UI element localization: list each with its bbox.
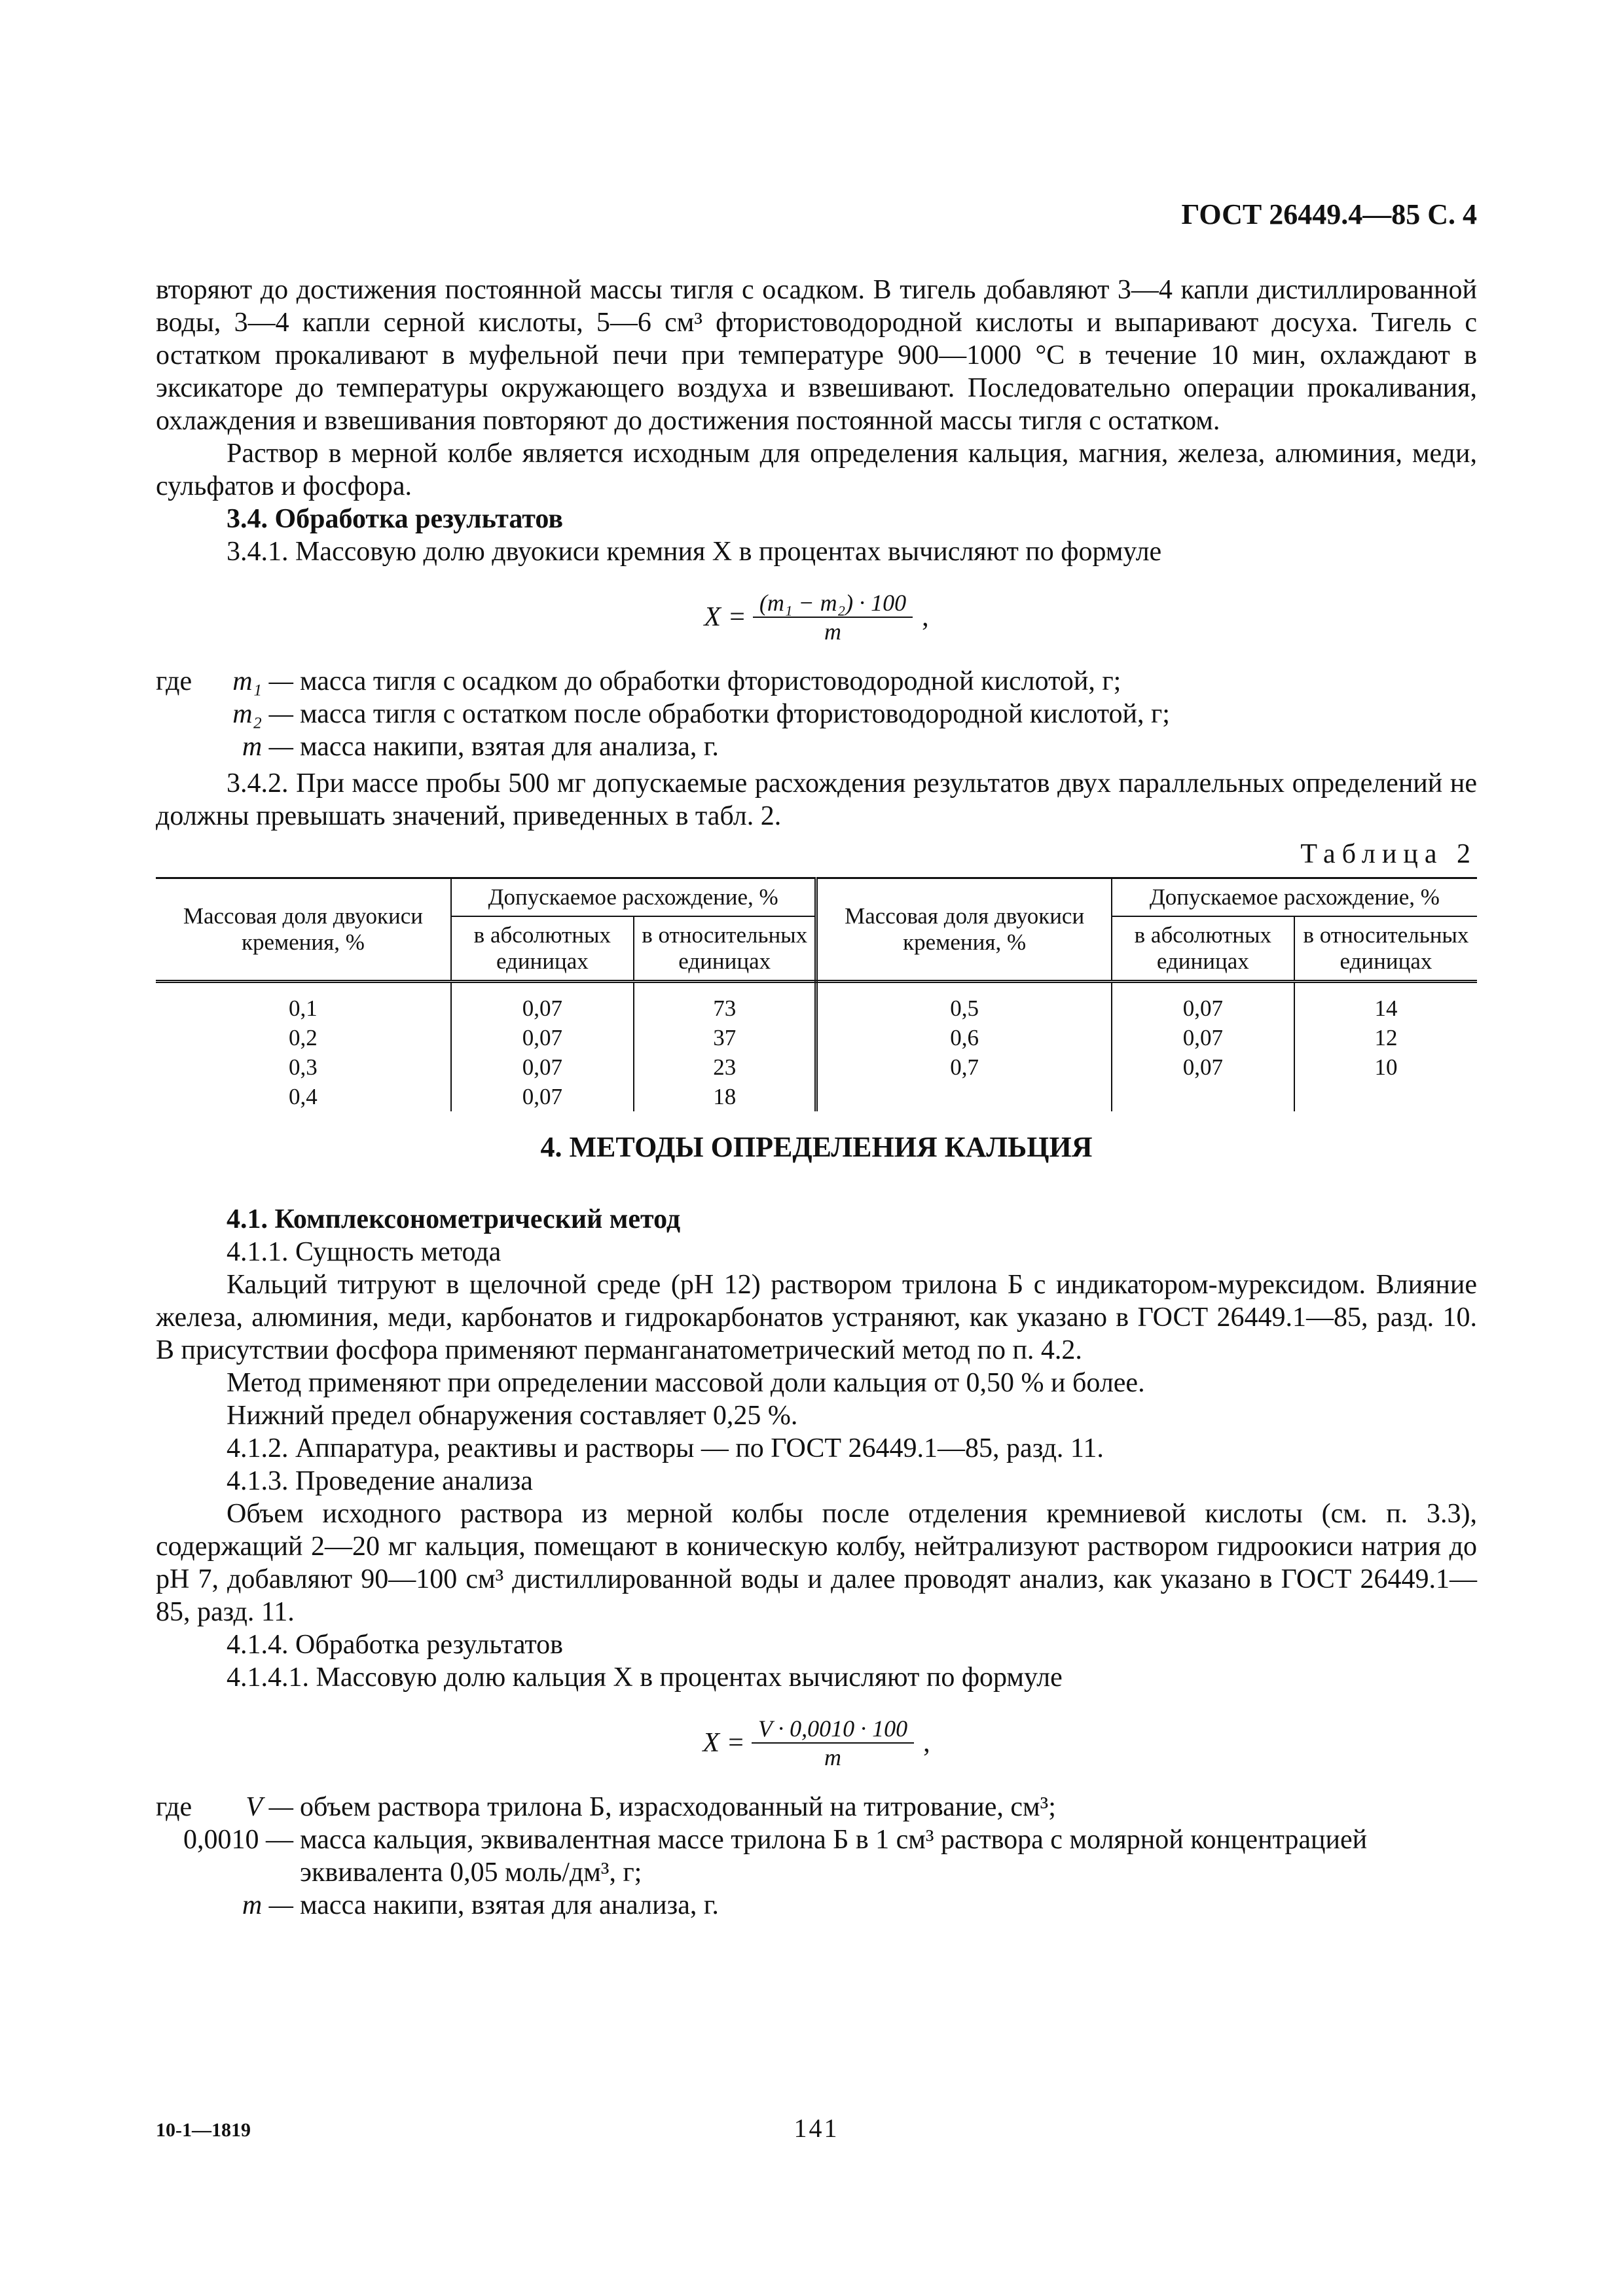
paragraph-detection-limit: Нижний предел обнаружения составляет 0,25 %.	[227, 1401, 798, 1431]
section-4-1-1: 4.1.1. Сущность метода	[227, 1237, 501, 1267]
definitions-silica	[156, 665, 1477, 763]
section-4-1-4-1: 4.1.4.1. Массовую долю кальция X в процентах вычисляют по формуле	[227, 1662, 1063, 1693]
definition-text: масса накипи, взятая для анализа, г.	[300, 732, 719, 762]
formula-comma: ,	[923, 1728, 930, 1758]
col-mass-left: Массовая доля двуокиси кремения, %	[156, 878, 451, 982]
section-4-1-2: 4.1.2. Аппаратура, реактивы и растворы — по ГОСТ 26449.1—85, разд. 11.	[227, 1433, 1104, 1463]
paragraph-essence: Кальций титруют в щелочной среде (pH 12) раствором трилона Б с индикатором-мурексидом. Влияние железа, алюминия, меди, карбонатов и гидрокарбонатов устраняют, как указано в ГОСТ 26449.1—85, разд. 10. В присутствии фосфора применяют перманганатометрический метод по п. 4.2.	[156, 1270, 1477, 1365]
page-number: 141	[793, 2113, 839, 2143]
definition-symbol: V —	[246, 1792, 293, 1822]
definition-text: масса кальция, эквивалентная массе трилона Б в 1 см³ раствора с молярной концентрацией эквивалента 0,05 моль/дм³, г;	[300, 1825, 1368, 1888]
definition-row	[156, 698, 1477, 730]
definition-lead: где	[156, 666, 192, 696]
col-rel-right: в относительных единицах	[1294, 916, 1477, 982]
formula-fraction	[752, 1715, 914, 1771]
col-abs-left: в абсолютных единицах	[451, 916, 634, 982]
table-row: 0,3 0,07 23 0,7 0,07 10	[156, 1052, 1477, 1082]
col-deviation-left: Допускаемое расхождение, %	[451, 878, 816, 917]
definition-row	[156, 665, 1477, 698]
definition-text: масса накипи, взятая для анализа, г.	[300, 1890, 719, 1920]
section-4-1-4: 4.1.4. Обработка результатов	[227, 1630, 564, 1660]
definition-text: масса тигля с осадком до обработки фтористоводородной кислотой, г;	[300, 666, 1122, 696]
table-row: 0,4 0,07 18	[156, 1082, 1477, 1111]
section-4-heading: 4. МЕТОДЫ ОПРЕДЕЛЕНИЯ КАЛЬЦИЯ	[540, 1131, 1093, 1163]
definitions-calcium	[156, 1791, 1477, 1922]
formula-numerator: V · 0,0010 · 100	[752, 1715, 914, 1744]
paragraph-procedure: Объем исходного раствора из мерной колбы после отделения кремниевой кислоты (см. п. 3.3), содержащий 2—20 мг кальция, помещают в коническую колбу, нейтрализуют раствором гидроокиси натрия до pH 7, добавляют 90—100 см³ дистиллированной воды и далее проводят анализ, как указано в ГОСТ 26449.1—85, разд. 11.	[156, 1499, 1477, 1627]
definition-row	[156, 1823, 1477, 1889]
section-4-1-heading: 4.1. Комплексонометрический метод	[227, 1204, 681, 1234]
formula-comma: ,	[922, 602, 929, 632]
definition-row	[156, 730, 1477, 763]
paragraph-solution: Раствор в мерной колбе является исходным для определения кальция, магния, железа, алюминия, меди, сульфатов и фосфора.	[156, 439, 1477, 501]
formula-fraction	[753, 589, 913, 645]
definition-text: объем раствора трилона Б, израсходованный на титрование, см³;	[300, 1792, 1056, 1822]
table-row: 0,1 0,07 73 0,5 0,07 14	[156, 982, 1477, 1024]
paragraph-range: Метод применяют при определении массовой доли кальция от 0,50 % и более.	[227, 1368, 1145, 1398]
footer-code: 10-1—1819	[156, 2119, 251, 2141]
definition-row	[156, 1791, 1477, 1823]
page-header: ГОСТ 26449.4—85 С. 4	[1181, 198, 1477, 230]
section-4-1-3: 4.1.3. Проведение анализа	[227, 1466, 533, 1496]
col-mass-right: Массовая доля двуокиси кремения, %	[816, 878, 1112, 982]
table-caption: Таблица 2	[1300, 839, 1477, 869]
formula-lhs: X =	[704, 602, 746, 632]
formula-calcium	[156, 1715, 1477, 1771]
body-text	[156, 274, 1477, 1926]
definition-symbol: 0,0010 —	[183, 1825, 293, 1855]
definition-text: масса тигля с остатком после обработки фтористоводородной кислотой, г;	[300, 699, 1170, 729]
definition-symbol: m —	[242, 1890, 293, 1920]
definition-symbol: m₁ —	[232, 666, 293, 696]
section-3-4-2: 3.4.2. При массе пробы 500 мг допускаемые расхождения результатов двух параллельных определений не должны превышать значений, приведенных в табл. 2.	[156, 768, 1477, 831]
formula-silica	[156, 589, 1477, 645]
col-deviation-right: Допускаемое расхождение, %	[1112, 878, 1477, 917]
definition-symbol: m —	[242, 732, 293, 762]
formula-numerator: (m₁ − m₂) · 100	[753, 589, 913, 618]
definition-lead: где	[156, 1792, 192, 1822]
paragraph-continuation: вторяют до достижения постоянной массы тигля с осадком. В тигель добавляют 3—4 капли дистиллированной воды, 3—4 капли серной кислоты, 5—6 см³ фтористоводородной кислоты и выпаривают досуха. Тигель с остатком прокаливают в муфельной печи при температуре 900—1000 °С в течение 10 мин, охлаждают в эксикаторе до температуры окружающего воздуха и взвешивают. Последовательно операции прокаливания, охлаждения и взвешивания повторяют до достижения постоянной массы тигля с остатком.	[156, 275, 1477, 436]
table-row: 0,2 0,07 37 0,6 0,07 12	[156, 1023, 1477, 1052]
formula-denominator: m	[824, 619, 841, 645]
definition-row	[156, 1889, 1477, 1922]
col-abs-right: в абсолютных единицах	[1112, 916, 1294, 982]
formula-lhs: X =	[702, 1728, 745, 1758]
section-3-4-1: 3.4.1. Массовую долю двуокиси кремния X в процентах вычисляют по формуле	[227, 537, 1162, 567]
definition-symbol: m₂ —	[232, 699, 293, 729]
col-rel-left: в относительных единицах	[634, 916, 816, 982]
deviation-table	[156, 877, 1477, 1111]
formula-denominator: m	[824, 1744, 841, 1770]
section-3-4-heading: 3.4. Обработка результатов	[227, 504, 564, 534]
